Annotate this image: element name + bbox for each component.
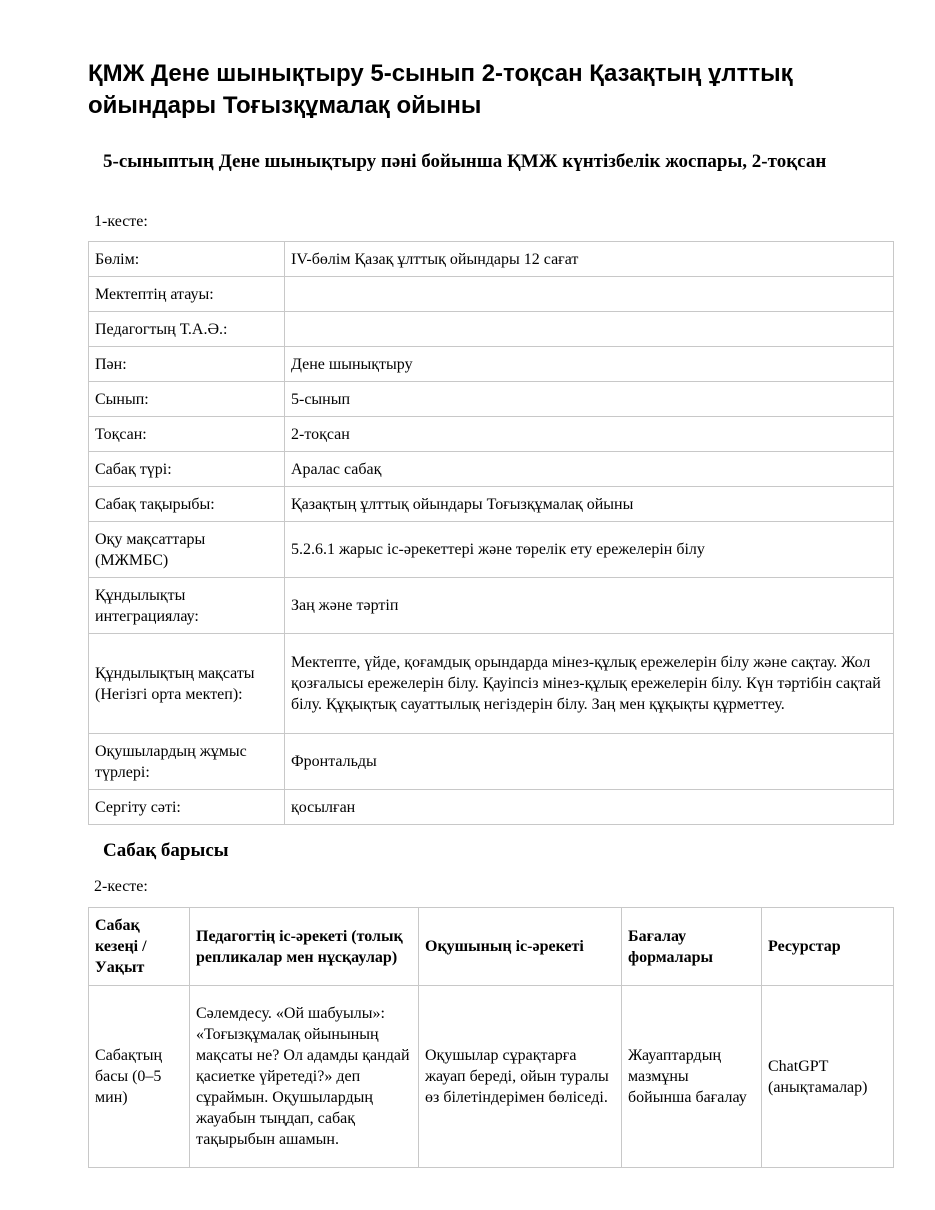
row-value: 2-тоқсан [285,417,894,452]
table1-caption: 1-кесте: [94,213,148,230]
column-header: Оқушының іс-әрекеті [419,908,622,986]
row-label: Тоқсан: [89,417,285,452]
row-value: Дене шынықтыру [285,347,894,382]
assessment-cell: Жауаптардың мазмұны бойынша бағалау [622,986,762,1168]
table-row [89,790,894,825]
table-row [89,347,894,382]
row-value: IV-бөлім Қазақ ұлттық ойындары 12 сағат [285,242,894,277]
document-subtitle: 5-сыныптың Дене шынықтыру пәні бойынша ҚМЖ күнтізбелік жоспары, 2-тоқсан [103,151,827,172]
document-title: ҚМЖ Дене шынықтыру 5-сынып 2-тоқсан Қазақтың ұлттық ойындары Тоғызқұмалақ ойыны [88,60,793,119]
section-title: Сабақ барысы [103,840,229,861]
row-value: 5.2.6.1 жарыс іс-әрекеттері және төрелік ету ережелерін білу [285,522,894,578]
table2-caption: 2-кесте: [94,878,148,895]
row-label: Құндылықты интеграциялау: [89,578,285,634]
row-label: Педагогтың Т.А.Ә.: [89,312,285,347]
teacher-activity-cell: Сәлемдесу. «Ой шабуылы»: «Тоғызқұмалақ ойынының мақсаты не? Ол адамды қандай қасиетке үйретеді?» деп сұраймын. Оқушылардың жауабын тыңдап, сабақ тақырыбын ашамын. [190,986,419,1168]
table-row [89,382,894,417]
table-row [89,578,894,634]
row-value [285,312,894,347]
table-row [89,242,894,277]
column-header: Педагогтің іс-әрекеті (толық репликалар мен нұсқаулар) [190,908,419,986]
table-row [89,522,894,578]
row-value: Қазақтың ұлттық ойындары Тоғызқұмалақ ойыны [285,487,894,522]
row-label: Оқу мақсаттары (МЖМБС) [89,522,285,578]
row-value: Заң және тәртіп [285,578,894,634]
table-row [89,452,894,487]
table-row [89,986,894,1168]
column-header: Бағалау формалары [622,908,762,986]
table-row [89,277,894,312]
lesson-flow-table [88,907,894,1168]
row-label: Құндылықтың мақсаты (Негізгі орта мектеп): [89,634,285,734]
table-row [89,417,894,452]
row-label: Сергіту сәті: [89,790,285,825]
table-row [89,634,894,734]
row-label: Сынып: [89,382,285,417]
table-row [89,487,894,522]
column-header: Сабақ кезеңі / Уақыт [89,908,190,986]
table-row [89,734,894,790]
row-value: Мектепте, үйде, қоғамдық орындарда мінез-құлық ережелерін білу және сақтау. Жол қозғалысы ережелерін білу. Қауіпсіз мінез-құлық ережелерін білу. Күн тәртібін сақтай білу. Құқықтық сауаттылық негіздерін білу. Заң мен құқықты құрметтеу. [285,634,894,734]
row-label: Мектептің атауы: [89,277,285,312]
stage-cell: Сабақтың басы (0–5 мин) [89,986,190,1168]
row-label: Сабақ түрі: [89,452,285,487]
column-header: Ресурстар [762,908,894,986]
row-label: Бөлім: [89,242,285,277]
row-label: Сабақ тақырыбы: [89,487,285,522]
row-value: 5-сынып [285,382,894,417]
row-label: Пән: [89,347,285,382]
resources-cell: ChatGPT (анықтамалар) [762,986,894,1168]
row-value [285,277,894,312]
lesson-info-table [88,241,894,825]
table-header-row [89,908,894,986]
row-value: Аралас сабақ [285,452,894,487]
row-value: Фронтальды [285,734,894,790]
row-label: Оқушылардың жұмыс түрлері: [89,734,285,790]
table-row [89,312,894,347]
student-activity-cell: Оқушылар сұрақтарға жауап береді, ойын туралы өз білетіндерімен бөліседі. [419,986,622,1168]
row-value: қосылған [285,790,894,825]
